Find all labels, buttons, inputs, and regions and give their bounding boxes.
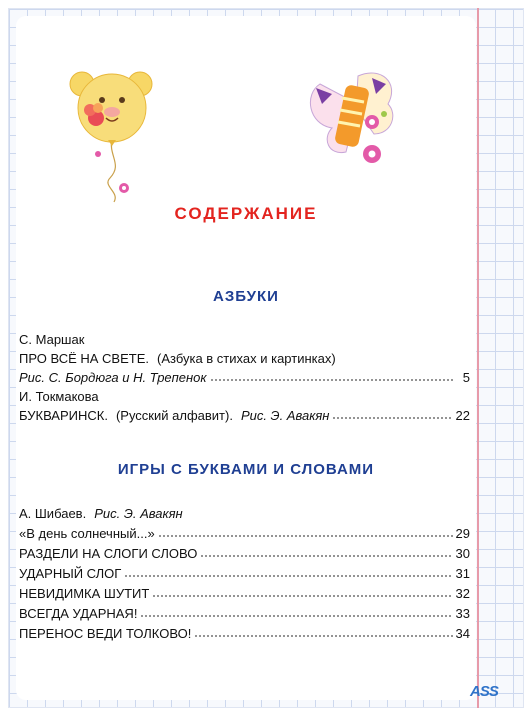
page-number: 5 xyxy=(462,370,470,385)
entry-title: ПЕРЕНОС ВЕДИ ТОЛКОВО! xyxy=(19,626,192,641)
toc-entry[interactable] xyxy=(19,367,470,385)
dot-leader xyxy=(194,634,452,638)
bear-balloon-illustration xyxy=(68,56,158,206)
toc-author-line xyxy=(19,503,470,521)
section-title-azbuki: АЗБУКИ xyxy=(213,288,279,305)
page-number: 31 xyxy=(455,566,470,581)
butterfly-illustration xyxy=(302,64,402,174)
entry-title: «В день солнечный...» xyxy=(19,526,155,541)
illustrator-credit: Рис. Э. Авакян xyxy=(94,506,183,521)
illustrator-credit: Рис. Э. Авакян xyxy=(240,408,330,423)
page-number: 22 xyxy=(455,408,470,423)
toc-entry[interactable] xyxy=(19,405,470,423)
publisher-logo: ASS xyxy=(470,683,498,700)
dot-leader xyxy=(140,614,452,618)
author-name: И. Токмакова xyxy=(19,389,99,404)
entry-title: НЕВИДИМКА ШУТИТ xyxy=(19,586,150,601)
entry-title: УДАРНЫЙ СЛОГ xyxy=(19,566,122,581)
toc-entry[interactable] xyxy=(19,603,470,621)
author-name: А. Шибаев. xyxy=(19,506,87,521)
notebook-margin-line xyxy=(477,8,479,708)
entry-note: (Азбука в стихах и картинках) xyxy=(157,351,336,366)
page-number: 32 xyxy=(455,586,470,601)
section-title-games: ИГРЫ С БУКВАМИ И СЛОВАМИ xyxy=(117,461,375,478)
dot-leader xyxy=(332,416,452,420)
entry-title: РАЗДЕЛИ НА СЛОГИ СЛОВО xyxy=(19,546,198,561)
page-title: СОДЕРЖАНИЕ xyxy=(174,204,318,223)
illustrator-credit: Рис. С. Бордюга и Н. Трепенок xyxy=(19,370,207,385)
dot-leader xyxy=(152,594,452,598)
toc-author-line xyxy=(19,329,470,347)
page-number: 30 xyxy=(455,546,470,561)
author-name: С. Маршак xyxy=(19,332,85,347)
page-number: 34 xyxy=(455,626,470,641)
toc-entry[interactable] xyxy=(19,523,470,541)
dot-leader xyxy=(210,378,453,382)
toc-entry[interactable] xyxy=(19,543,470,561)
dot-leader xyxy=(124,574,452,578)
entry-title: ВСЕГДА УДАРНАЯ! xyxy=(19,606,138,621)
dot-leader xyxy=(158,534,453,538)
entry-title: БУКВАРИНСК. xyxy=(19,408,108,423)
toc-author-line xyxy=(19,386,470,404)
entry-note: (Русский алфавит). xyxy=(115,408,233,423)
dot-leader xyxy=(200,554,452,558)
page-number: 33 xyxy=(455,606,470,621)
toc-entry-title-line xyxy=(19,348,470,366)
toc-entry[interactable] xyxy=(19,583,470,601)
toc-entry[interactable] xyxy=(19,563,470,581)
page-number: 29 xyxy=(455,526,470,541)
toc-entry[interactable] xyxy=(19,623,470,641)
entry-title: ПРО ВСЁ НА СВЕТЕ. xyxy=(19,351,149,366)
